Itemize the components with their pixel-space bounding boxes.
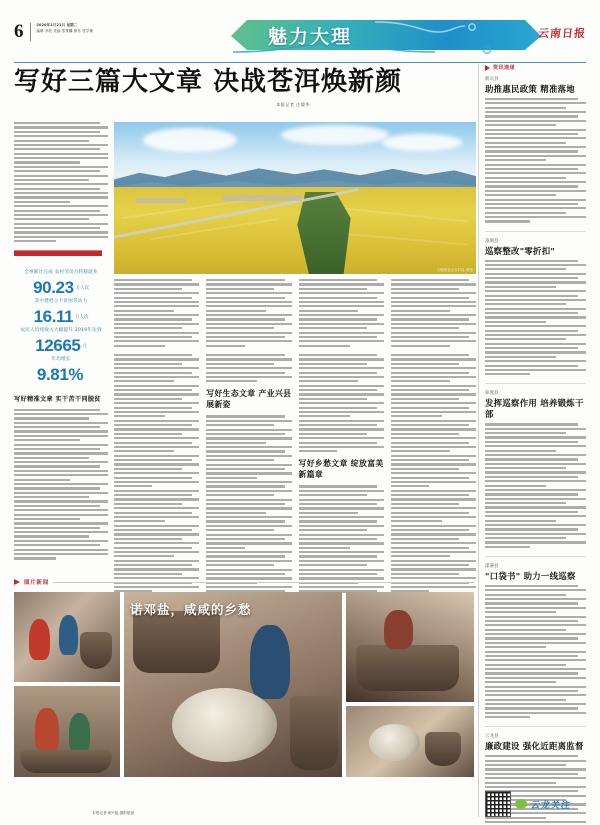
sidebar-item-kicker: 云龙县	[485, 734, 499, 740]
body-text-column	[206, 279, 291, 349]
worker-figure	[384, 610, 412, 650]
gallery-col-1	[14, 592, 120, 777]
body-text-column	[206, 354, 291, 382]
stat-label: 年均增长	[51, 357, 71, 363]
sidebar-item-title: 助推惠民政策 精准落地	[485, 84, 575, 94]
worker-figure	[29, 619, 50, 660]
photo-byline	[14, 811, 134, 817]
body-text-column	[299, 485, 384, 592]
subcol-2	[206, 354, 291, 612]
masthead	[0, 0, 600, 56]
stat-value: 16.11	[33, 307, 74, 327]
center-column	[114, 122, 476, 552]
worker-figure	[69, 713, 90, 753]
gallery-photo-salt-product[interactable]	[346, 706, 474, 777]
sidebar-item-kicker: 南涧县	[485, 238, 499, 244]
subhead-center-1: 写好生态文章 产业兴县展新姿	[206, 389, 292, 409]
sidebar-divider	[485, 726, 586, 727]
body-text-column	[114, 279, 199, 349]
page-number: 6	[14, 21, 24, 42]
stat-item	[14, 356, 108, 385]
boiling-pot	[172, 688, 277, 762]
stats-arrow-divider	[14, 250, 102, 262]
stat-value: 90.23	[33, 278, 74, 298]
stat-value: 9.81%	[36, 365, 84, 385]
sidebar-tag-label: 资讯速递	[493, 65, 516, 71]
gallery-photo-feature[interactable]	[124, 592, 342, 777]
stat-unit: 万人次	[75, 315, 89, 321]
sidebar-item-text	[485, 585, 586, 718]
salt-block	[425, 732, 461, 766]
stat-unit: 万人次	[75, 286, 89, 292]
wooden-trough	[20, 750, 111, 774]
publication-date: 2020年1月21日 星期二	[36, 23, 78, 27]
qr-row[interactable]	[485, 791, 586, 817]
picture-news-rule	[53, 582, 474, 583]
sidebar-item-text	[485, 423, 586, 548]
center-text-row-2	[114, 354, 476, 612]
wechat-icon	[515, 799, 527, 809]
worker-figure	[59, 615, 78, 655]
subcol-4	[391, 354, 476, 612]
photo-credit: 大理州农业农村局 供图	[436, 268, 473, 272]
stat-value: 12665	[35, 336, 81, 356]
worker-figure	[250, 625, 289, 699]
section-title: 魅力大理	[268, 26, 353, 48]
arrow-icon	[14, 579, 20, 585]
photo-gallery	[14, 592, 474, 777]
body-text-column	[114, 354, 199, 592]
body-text-column	[391, 354, 476, 592]
sidebar-item-hequing[interactable]	[485, 76, 586, 223]
gallery-col-3	[346, 592, 474, 777]
gallery-col-2	[124, 592, 342, 777]
lead-paragraph	[14, 122, 108, 242]
sidebar-item-title: 发挥巡察作用 培养锻炼干部	[485, 398, 584, 420]
sidebar-item-title: 巡察整改"零折扣"	[485, 245, 556, 256]
sidebar	[478, 64, 586, 781]
qr-code-icon[interactable]	[485, 791, 511, 817]
village-cluster	[136, 198, 187, 203]
body-text-column	[299, 279, 384, 349]
subcol-3	[299, 354, 384, 612]
sidebar-divider	[485, 231, 586, 232]
folio-divider	[30, 23, 31, 41]
center-text-row-1	[114, 279, 476, 349]
qr-follow-block	[478, 765, 586, 817]
gallery-photo-salt-drying[interactable]	[346, 592, 474, 702]
arrow-icon	[485, 65, 490, 71]
stat-label: 全州累计完成 农村劳动力转移就业	[24, 270, 98, 276]
sidebar-item-text	[485, 98, 586, 223]
stat-unit: 元	[82, 344, 87, 350]
gallery-photo-salt-workers[interactable]	[14, 686, 120, 777]
folio-meta	[37, 22, 94, 34]
page-title: 写好三篇大文章 决战苍洱焕新颜	[14, 67, 403, 97]
body-text-column	[299, 354, 384, 452]
stat-label: 其中建档立卡贫困劳动力	[34, 299, 88, 305]
byline: 本报记者 庄俊华	[276, 102, 310, 108]
feature-photo-title: 诺邓盐，咸咸的乡愁	[130, 602, 252, 617]
sidebar-item-kicker: 弥渡县	[485, 391, 499, 397]
sidebar-divider	[485, 556, 586, 557]
sidebar-tag	[485, 64, 586, 71]
picture-news-tag	[14, 578, 474, 586]
cloud-shape	[382, 134, 462, 151]
subhead-center-2: 写好乡愁文章 绽放富美新篇章	[298, 459, 384, 479]
sidebar-item-kicker: 鹤庆县	[485, 77, 499, 82]
left-column-text	[14, 409, 108, 560]
stacked-salt-blocks	[290, 696, 338, 770]
stat-item	[14, 327, 108, 356]
wechat-account-name: 云龙关注	[530, 800, 572, 811]
gallery-photo-salt-well[interactable]	[14, 592, 120, 682]
sidebar-item-yangbi[interactable]	[485, 563, 586, 718]
photo-byline-text: 本报记者 黄兴能 摄影报道	[92, 811, 134, 816]
salt-bowl	[369, 724, 420, 761]
drying-rack	[356, 645, 458, 691]
left-column	[14, 122, 108, 552]
cloud-shape	[281, 125, 390, 145]
subhead-left: 写好精准文章 实干苦干同脱贫	[14, 395, 101, 403]
salt-vat	[80, 632, 112, 670]
paper-logo: 云南日报	[537, 27, 587, 40]
village-cluster	[223, 195, 303, 201]
sidebar-item-title: "口袋书" 助力一线巡察	[485, 571, 576, 581]
picture-news-label: 图片新闻	[24, 580, 49, 586]
subcol-1	[114, 354, 199, 612]
editor-credits: 编辑 李波 美编 张维麟 制作 张学敏	[36, 29, 94, 34]
sidebar-item-nanjian[interactable]	[485, 238, 586, 376]
body-text-column	[391, 279, 476, 349]
stat-item	[14, 269, 108, 298]
sidebar-item-text	[485, 260, 586, 376]
stat-label: 农民人均纯收入大幅提升 2019年达到	[20, 328, 102, 334]
sidebar-divider	[485, 383, 586, 384]
masthead-rule	[14, 62, 586, 63]
hero-photo	[114, 122, 476, 274]
salt-shed	[133, 611, 220, 674]
sidebar-item-kicker: 漾濞县	[485, 564, 499, 569]
sidebar-item-title: 廉政建设 强化近距离监督	[485, 741, 584, 752]
stat-item	[14, 298, 108, 327]
folio	[14, 22, 93, 41]
worker-figure	[35, 708, 58, 754]
sidebar-item-midu[interactable]	[485, 390, 586, 548]
